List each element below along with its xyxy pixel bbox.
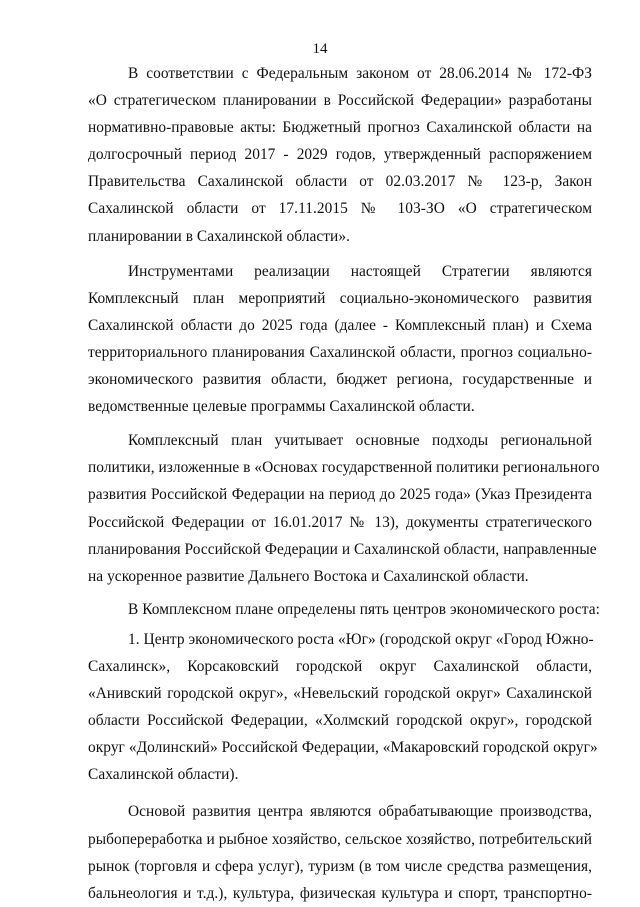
text-line: на ускоренное развитие Дальнего Востока и Сахалинской области.: [88, 567, 529, 585]
text-line: Правительства Сахалинской области от 02.03.2017 № 123-р, Закон: [88, 173, 592, 191]
text-line: Сахалинской области до 2025 года (далее - Комплексный план) и Схема: [88, 316, 592, 334]
paragraph-legal-basis: [88, 60, 592, 250]
page-number: 14: [312, 41, 328, 57]
paragraph-growth-centers-intro: [88, 596, 600, 623]
text-line: Инструментами реализации настоящей Стратегии являются: [128, 262, 592, 280]
text-line: округ «Долинский» Российской Федерации, «Макаровский городской округ»: [88, 739, 598, 757]
text-line: Российской Федерации от 16.01.2017 № 13), документы стратегического: [88, 513, 592, 531]
text-line: планировании в Сахалинской области».: [88, 227, 350, 245]
text-line: рыбопереработка и рыбное хозяйство, сельское хозяйство, потребительский: [88, 830, 592, 848]
text-line: В соответствии с Федеральным законом от 28.06.2014 № 172-ФЗ: [128, 65, 592, 82]
text-line: развития Российской Федерации на период до 2025 года» (Указ Президента: [88, 486, 592, 504]
text-line: «Анивский городской округ», «Невельский городской округ» Сахалинской: [88, 685, 592, 703]
text-line: области Российской Федерации, «Холмский городской округ», городской: [88, 712, 592, 730]
paragraph-complex-plan: [88, 427, 600, 590]
text-line: В Комплексном плане определены пять центров экономического роста:: [128, 600, 600, 618]
document-body: [88, 60, 600, 907]
text-line: бальнеология и т.д.), культура, физическая культура и спорт, транспортно-: [88, 884, 592, 902]
text-line: долгосрочный период 2017 - 2029 годов, утвержденный распоряжением: [88, 146, 592, 164]
text-line: нормативно-правовые акты: Бюджетный прогноз Сахалинской области на: [88, 119, 592, 137]
text-line: рынок (торговля и сфера услуг), туризм (в том числе средства размещения,: [88, 857, 592, 875]
paragraph-center-south: [88, 626, 598, 789]
text-line: «О стратегическом планировании в Российской Федерации» разработаны: [88, 92, 592, 110]
text-line: Сахалинской области от 17.11.2015 № 103-ЗО «О стратегическом: [88, 200, 592, 218]
paragraph-center-basis: [88, 798, 592, 906]
text-line: Сахалинской области).: [88, 766, 239, 784]
text-line: Основой развития центра являются обрабатывающие производства,: [128, 803, 592, 821]
text-line: экономического развития области, бюджет региона, государственные и: [88, 371, 592, 389]
text-line: Сахалинск», Корсаковский городской округ Сахалинской области,: [88, 657, 592, 675]
text-line: ведомственные целевые программы Сахалинской области.: [88, 398, 475, 416]
text-line: Комплексный план учитывает основные подходы региональной: [128, 432, 592, 450]
text-line: территориального планирования Сахалинской области, прогноз социально-: [88, 343, 592, 361]
text-line: Комплексный план мероприятий социально-экономического развития: [88, 289, 592, 307]
paragraph-instruments: [88, 258, 592, 421]
text-line: планирования Российской Федерации и Сахалинской области, направленные: [88, 540, 597, 558]
text-line: политики, изложенные в «Основах государственной политики регионального: [88, 459, 600, 477]
text-line: 1. Центр экономического роста «Юг» (городской округ «Город Южно-: [128, 630, 594, 648]
